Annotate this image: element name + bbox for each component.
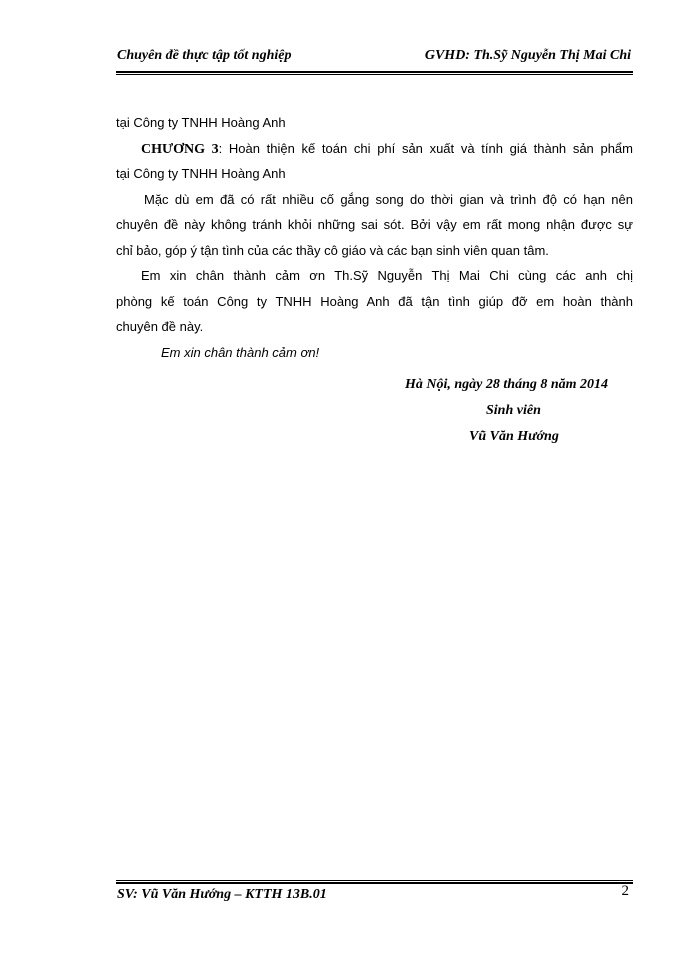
body-line: Mặc dù em đã có rất nhiều cố gắng song do thời gian và trình độ có hạn nên	[144, 191, 633, 207]
signature-role: Sinh viên	[486, 403, 541, 418]
body-line: Em xin chân thành cảm ơn Th.Sỹ Nguyễn Thị Mai Chi cùng các anh chị	[141, 268, 633, 283]
footer-student: SV: Vũ Văn Hướng – KTTH 13B.01	[117, 887, 327, 902]
body-line: tại Công ty TNHH Hoàng Anh	[116, 166, 286, 181]
body-line: chỉ bảo, góp ý tận tình của các thầy cô giáo và các bạn sinh viên quan tâm.	[116, 242, 549, 258]
chapter-label: CHƯƠNG 3	[141, 141, 219, 157]
closing-thanks: Em xin chân thành cảm ơn!	[161, 344, 320, 360]
page-number: 2	[621, 883, 629, 899]
header-title: Chuyên đề thực tập tốt nghiệp	[117, 48, 292, 63]
footer-rule-thin	[116, 880, 633, 881]
body-line: phòng kế toán Công ty TNHH Hoàng Anh đã tận tình giúp đỡ em hoàn thành	[116, 293, 633, 309]
signature-place-date: Hà Nội, ngày 28 tháng 8 năm 2014	[405, 377, 609, 392]
header-rule-thick	[116, 71, 633, 73]
chapter-line	[116, 136, 633, 162]
page-header	[116, 48, 633, 70]
chapter-title: : Hoàn thiện kế toán chi phí sản xuất và tính giá thành sản phẩm	[218, 140, 633, 156]
body-line: chuyên đề này không tránh khỏi những sai sót. Bởi vậy em rất mong nhận được sự	[116, 217, 633, 232]
page-footer	[116, 883, 633, 909]
header-advisor: GVHD: Th.Sỹ Nguyễn Thị Mai Chi	[424, 48, 631, 63]
body-text	[116, 110, 633, 365]
footer-rule-thick	[116, 882, 633, 884]
signature-name: Vũ Văn Hướng	[469, 429, 559, 444]
body-line: chuyên đề này.	[116, 319, 204, 334]
body-line: tại Công ty TNHH Hoàng Anh	[116, 115, 286, 130]
header-rule-thin	[116, 74, 633, 75]
